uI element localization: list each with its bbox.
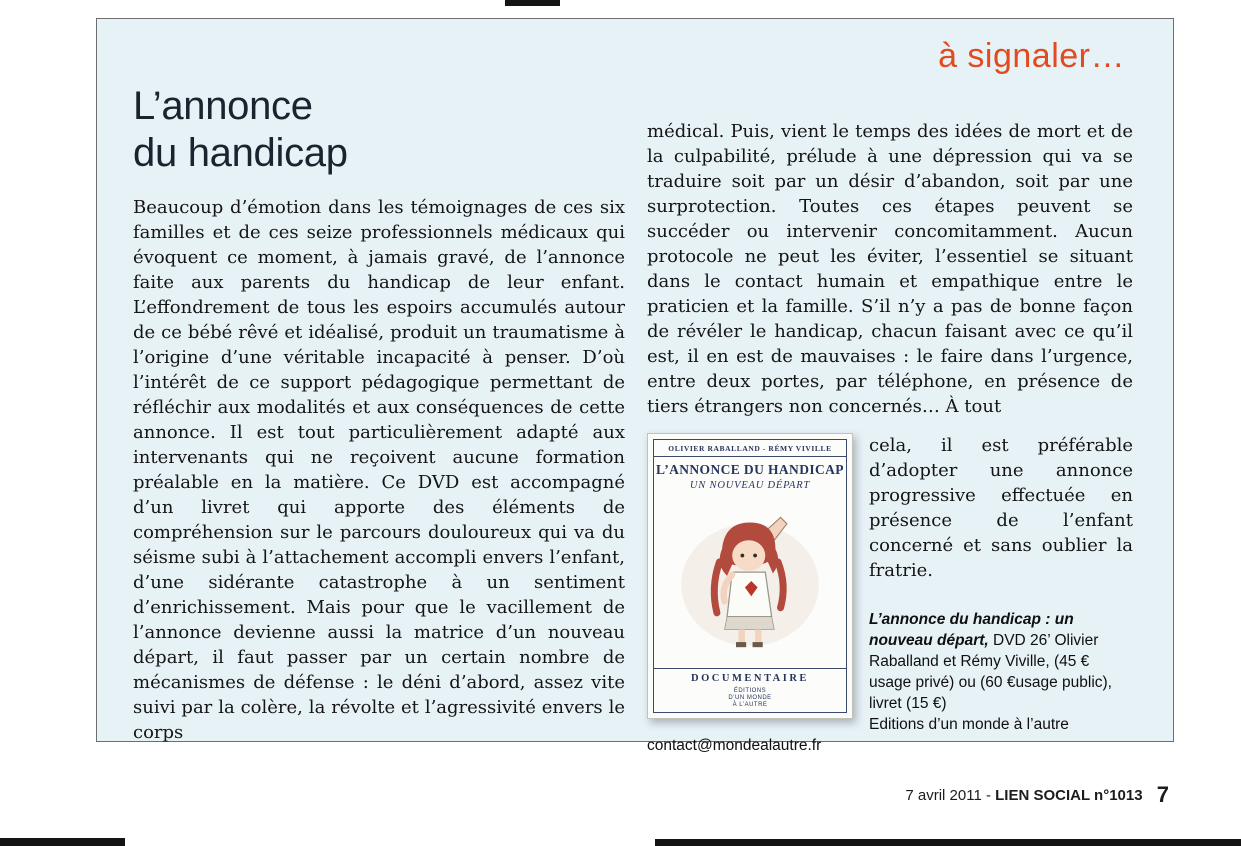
dvd-cover-inner <box>653 439 847 713</box>
dvd-publisher-logo <box>654 687 846 712</box>
dvd-title: L’ANNONCE DU HANDICAP <box>656 462 844 477</box>
dvd-cover <box>647 433 853 719</box>
left-column <box>133 83 625 745</box>
dvd-authors: OLIVIER RABALLAND - RÉMY VIVILLE <box>654 440 846 457</box>
dvd-caption-title: L’annonce du handicap : un nouveau départ, <box>869 611 1074 649</box>
dvd-wrap-section <box>647 433 1133 756</box>
scan-artifact-top <box>505 0 560 6</box>
footer-page-number: 7 <box>1156 782 1169 807</box>
manga-girl-icon <box>665 511 835 651</box>
dvd-publisher-line2: D’UN MONDE <box>728 695 772 701</box>
article-title-line2: du handicap <box>133 131 348 175</box>
article-paragraph-right: médical. Puis, vient le temps des idées de mort et de la culpabilité, prélude à une dépression qui va se traduire soit par un désir d’abandon, soit par une surprotection. Toutes ces étapes peuvent se succéder ou intervenir concomitamment. Aucun protocole ne peut les éviter, l’essentiel se situant dans le contact humain et empathique entre le praticien et la famille. S’il n’y a pas de bonne façon de révéler le handicap, chacun faisant avec ce qu’il est, il en est de mauvaises : le faire dans l’urgence, entre deux portes, par téléphone, en présence de tiers étrangers non concernés… À tout <box>647 121 1133 417</box>
dvd-subtitle: UN NOUVEAU DÉPART <box>689 480 811 491</box>
scan-artifact-bottom-left <box>0 838 125 846</box>
article-title <box>133 83 625 177</box>
dvd-genre: DOCUMENTAIRE <box>654 668 846 687</box>
scan-artifact-bottom-right <box>655 839 1241 846</box>
dvd-caption-publisher: Editions d’un monde à l’autre <box>869 716 1069 733</box>
article-panel <box>96 18 1174 754</box>
article-paragraph-left: Beaucoup d’émotion dans les témoignages de ces six familles et de ces seize professionnels médicaux qui évoquent ce moment, à jamais gravé, de l’annonce faite aux parents du handicap de leur enfant. L’effondrement de tous les espoirs accumulés autour de ce bébé rêvé et idéalisé, produit un traumatisme à l’origine d’une véritable incapacité à penser. D’où l’intérêt de ce support pédagogique permettant de réfléchir aux modalités et aux conséquences de cette annonce. Il est tout particulièrement adapté aux intervenants qui ne reçoivent aucune formation préalable en la matière. Ce DVD est accompagné d’un livret qui apporte des éléments de compréhension sur le parcours douloureux qui va du séisme subi à l’attachement accompli envers l’enfant, d’une sidérante catastrophe à un sentiment d’enrichissement. Mais pour que le vacillement de l’annonce devienne aussi la matrice d’un nouveau départ, il faut passer par un certain nombre de mécanismes de défense : le déni d’abord, assez vite suivi par la colère, la révolte et l’agressivité envers le corps <box>133 197 625 743</box>
dvd-publisher-line1: ÉDITIONS <box>733 688 767 694</box>
dvd-publisher-line3: À L’AUTRE <box>732 702 768 708</box>
article-title-line1: L’annonce <box>133 84 313 128</box>
footer-date: 7 avril 2011 - <box>905 787 996 804</box>
article-paragraph-wrapped: cela, il est préférable d’adopter une annonce progressive effectuée en présence de l’enfant concerné et sans oublier la fratrie. <box>869 435 1133 581</box>
contact-email: contact@mondealautre.fr <box>647 737 822 754</box>
footer-magazine-name: LIEN SOCIAL n°1013 <box>995 787 1143 804</box>
section-label: à signaler… <box>938 37 1125 75</box>
dvd-illustration <box>654 493 846 668</box>
right-column <box>647 119 1133 756</box>
page-footer <box>905 782 1169 808</box>
dvd-caption-details: DVD 26’ Olivier Raballand et Rémy Viville, (45 € usage privé) ou (60 €usage public), livret (15 €) <box>869 632 1112 712</box>
